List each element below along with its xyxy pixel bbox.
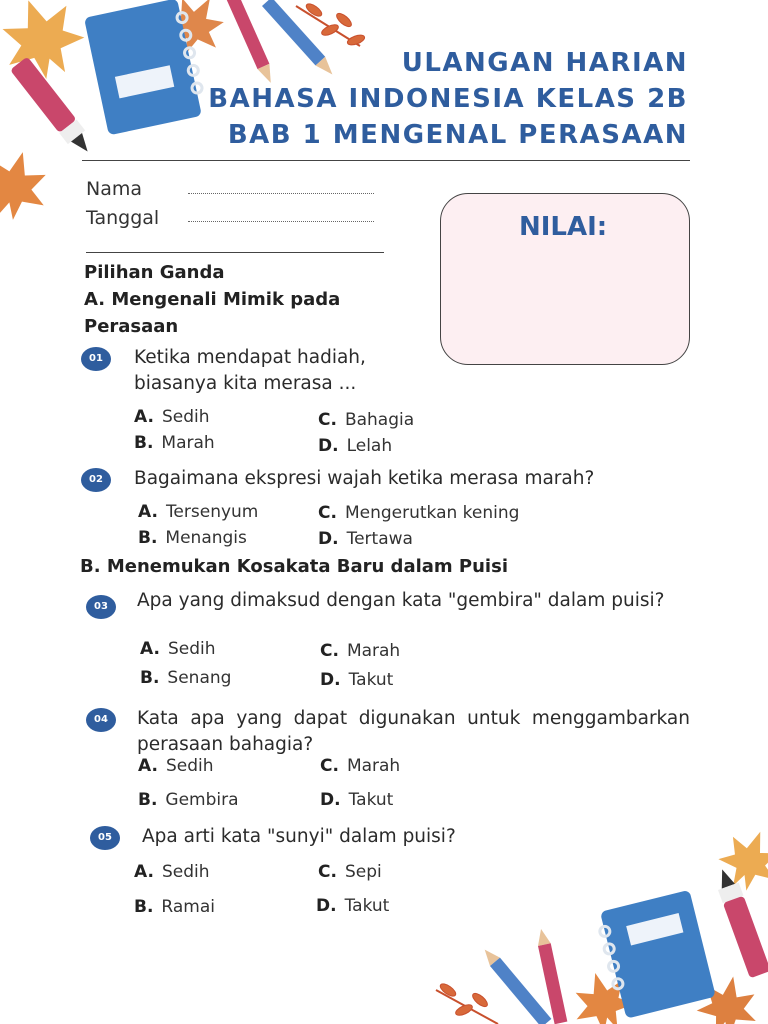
question-text: Apa yang dimaksud dengan kata "gembira" dalam puisi? [137,590,665,611]
score-label: NILAI: [519,212,608,242]
option-a[interactable] [134,407,209,427]
option-text: Sedih [161,407,210,427]
question-number-badge: 05 [90,826,120,850]
question-number-badge: 01 [81,347,111,371]
option-d[interactable] [316,896,389,916]
date-label: Tanggal [86,207,160,229]
option-letter: C. [320,641,339,661]
marker-icon [712,866,768,979]
option-b[interactable] [138,790,239,810]
option-letter: B. [134,433,154,453]
option-letter: B. [140,668,160,688]
title-line-2: BAHASA INDONESIA KELAS 2B [208,84,688,114]
option-text: Takut [344,896,390,916]
identity-divider [86,252,384,253]
option-letter: B. [138,790,158,810]
option-letter: D. [318,436,339,456]
option-text: Lelah [346,436,393,456]
question-text: Kata apa yang dapat digunakan untuk menggambarkan perasaan bahagia? [137,708,690,755]
option-a[interactable] [138,502,258,522]
date-field[interactable] [188,221,374,222]
option-d[interactable] [320,790,393,810]
title-line-1: ULANGAN HARIAN [401,48,688,78]
marker-icon [10,56,96,158]
section-multiple-choice: Pilihan Ganda [84,262,225,283]
score-box[interactable] [440,193,690,365]
option-text: Bahagia [344,410,415,430]
option-text: Sedih [165,756,214,776]
section-a-title-cont: Perasaan [84,316,179,337]
option-text: Sedih [161,862,210,882]
option-text: Ramai [161,897,215,917]
option-text: Sedih [167,639,216,659]
question-text: Ketika mendapat hadiah, biasanya kita merasa ... [134,347,366,394]
option-text: Mengerutkan kening [344,503,520,523]
option-a[interactable] [138,756,213,776]
option-text: Marah [346,756,401,776]
top-left-illustration [0,0,380,230]
leaf-branch-icon [436,982,498,1024]
option-text: Gembira [165,790,239,810]
option-a[interactable] [140,639,215,659]
option-letter: C. [318,862,337,882]
section-b-title: B. Menemukan Kosakata Baru dalam Puisi [80,556,508,577]
option-letter: A. [138,756,158,776]
option-d[interactable] [320,670,393,690]
bottom-right-illustration [428,820,768,1024]
section-a-title: A. Mengenali Mimik pada [84,289,341,310]
option-c[interactable] [320,756,400,776]
option-text: Tersenyum [165,502,259,522]
option-c[interactable] [318,410,414,430]
question-number-badge: 04 [86,708,116,732]
option-text: Tertawa [346,529,413,549]
pencil-icon [262,0,337,79]
option-c[interactable] [318,503,519,523]
option-letter: C. [318,503,337,523]
option-letter: D. [320,670,341,690]
option-text: Sepi [344,862,382,882]
option-text: Takut [348,670,394,690]
option-c[interactable] [318,862,382,882]
option-letter: C. [318,410,337,430]
option-d[interactable] [318,436,392,456]
option-text: Marah [161,433,215,453]
name-label: Nama [86,178,143,200]
option-letter: C. [320,756,339,776]
option-letter: D. [318,529,339,549]
option-a[interactable] [134,862,209,882]
option-text: Takut [348,790,394,810]
maple-leaf-icon [0,143,56,226]
option-b[interactable] [140,668,231,688]
option-letter: A. [138,502,158,522]
title-line-3: BAB 1 MENGENAL PERASAAN [227,120,688,150]
option-letter: A. [140,639,160,659]
option-letter: A. [134,407,154,427]
question-number-badge: 02 [81,468,111,492]
option-letter: B. [138,528,158,548]
option-letter: D. [320,790,341,810]
option-text: Menangis [165,528,247,548]
question-text: Apa arti kata "sunyi" dalam puisi? [142,826,456,847]
option-letter: B. [134,897,154,917]
option-b[interactable] [138,528,247,548]
question-text: Bagaimana ekspresi wajah ketika merasa marah? [134,468,595,489]
option-d[interactable] [318,529,413,549]
maple-leaf-icon [0,0,93,89]
option-letter: D. [316,896,337,916]
option-text: Marah [346,641,401,661]
option-letter: A. [134,862,154,882]
option-text: Senang [167,668,232,688]
option-c[interactable] [320,641,400,661]
header-divider [82,160,690,161]
option-b[interactable] [134,897,215,917]
option-b[interactable] [134,433,215,453]
question-number-badge: 03 [86,595,116,619]
name-field[interactable] [188,193,374,194]
